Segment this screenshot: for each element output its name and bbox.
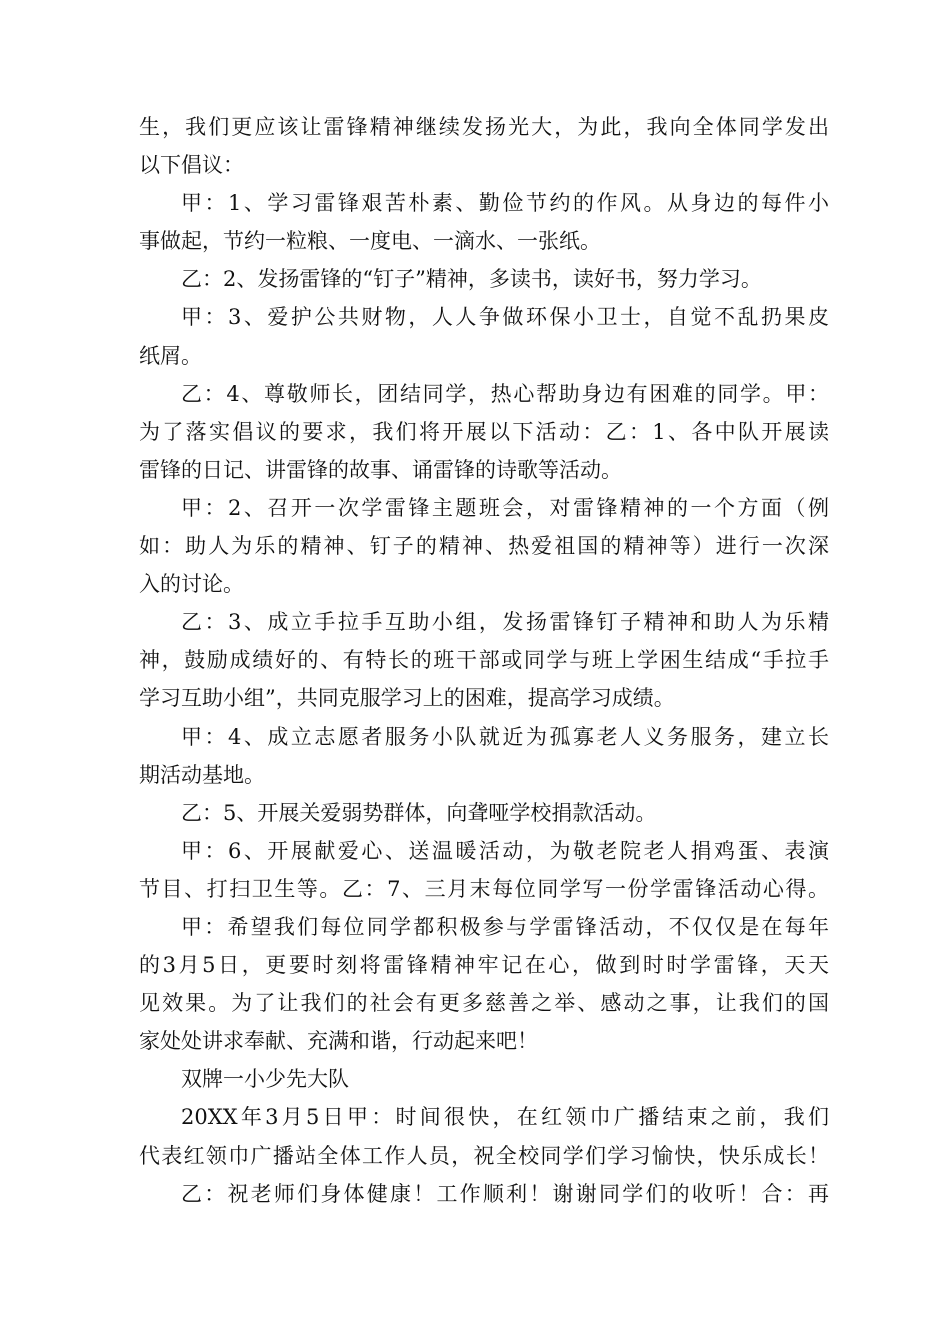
text-line: 20XX年3月5日甲：时间很快，在红领巾广播结束之前，我们 xyxy=(181,1105,829,1130)
text-line: 雷锋的日记、讲雷锋的故事、诵雷锋的诗歌等活动。 xyxy=(139,457,622,482)
text-line: 乙：5、开展关爱弱势群体，向聋哑学校捐款活动。 xyxy=(181,800,657,825)
text-line: 事做起，节约一粒粮、一度电、一滴水、一张纸。 xyxy=(139,229,601,254)
text-line: 节目、打扫卫生等。乙：7、三月末每位同学写一份学雷锋活动心得。 xyxy=(139,876,829,901)
text-line: 甲：3、爱护公共财物，人人争做环保小卫士，自觉不乱扔果皮 xyxy=(181,305,829,330)
text-line: 甲：4、成立志愿者服务小队就近为孤寡老人义务服务，建立长 xyxy=(181,724,829,749)
text-line: 甲：6、开展献爱心、送温暖活动，为敬老院老人捐鸡蛋、表演 xyxy=(181,838,829,863)
text-line: 甲：1、学习雷锋艰苦朴素、勤俭节约的作风。从身边的每件小 xyxy=(181,191,829,216)
text-line: 代表红领巾广播站全体工作人员，祝全校同学们学习愉快，快乐成长！ xyxy=(139,1143,829,1168)
text-line: 的3月5日，更要时刻将雷锋精神牢记在心，做到时时学雷锋，天天 xyxy=(139,953,829,978)
text-line: 乙：祝老师们身体健康！工作顺利！谢谢同学们的收听！合：再 xyxy=(181,1181,829,1206)
text-line: 生，我们更应该让雷锋精神继续发扬光大，为此，我向全体同学发出 xyxy=(139,115,829,139)
text-line: 乙：3、成立手拉手互助小组，发扬雷锋钉子精神和助人为乐精 xyxy=(181,610,829,635)
text-line: 甲：2、召开一次学雷锋主题班会，对雷锋精神的一个方面（例 xyxy=(181,495,829,520)
text-line: 为了落实倡议的要求，我们将开展以下活动：乙：1、各中队开展读 xyxy=(139,419,829,444)
text-line: 期活动基地。 xyxy=(139,762,265,787)
text-line: 如：助人为乐的精神、钉子的精神、热爱祖国的精神等）进行一次深 xyxy=(139,534,829,559)
text-line: 乙：2、发扬雷锋的“钉子”精神，多读书，读好书，努力学习。 xyxy=(181,267,762,292)
signature-line: 双牌一小少先大队 xyxy=(181,1067,349,1092)
text-line: 入的讨论。 xyxy=(139,572,244,597)
text-line: 神，鼓励成绩好的、有特长的班干部或同学与班上学困生结成“手拉手 xyxy=(139,648,829,673)
text-line: 以下倡议： xyxy=(139,153,244,178)
text-line: 甲：希望我们每位同学都积极参与学雷锋活动，不仅仅是在每年 xyxy=(181,914,829,939)
document-body xyxy=(139,108,829,1213)
text-line: 纸屑。 xyxy=(139,343,202,368)
text-line: 乙：4、尊敬师长，团结同学，热心帮助身边有困难的同学。甲： xyxy=(181,381,829,406)
text-line: 家处处讲求奉献、充满和谐，行动起来吧！ xyxy=(139,1029,538,1054)
text-line: 学习互助小组”，共同克服学习上的困难，提高学习成绩。 xyxy=(139,686,675,711)
text-line: 见效果。为了让我们的社会有更多慈善之举、感动之事，让我们的国 xyxy=(139,991,829,1016)
